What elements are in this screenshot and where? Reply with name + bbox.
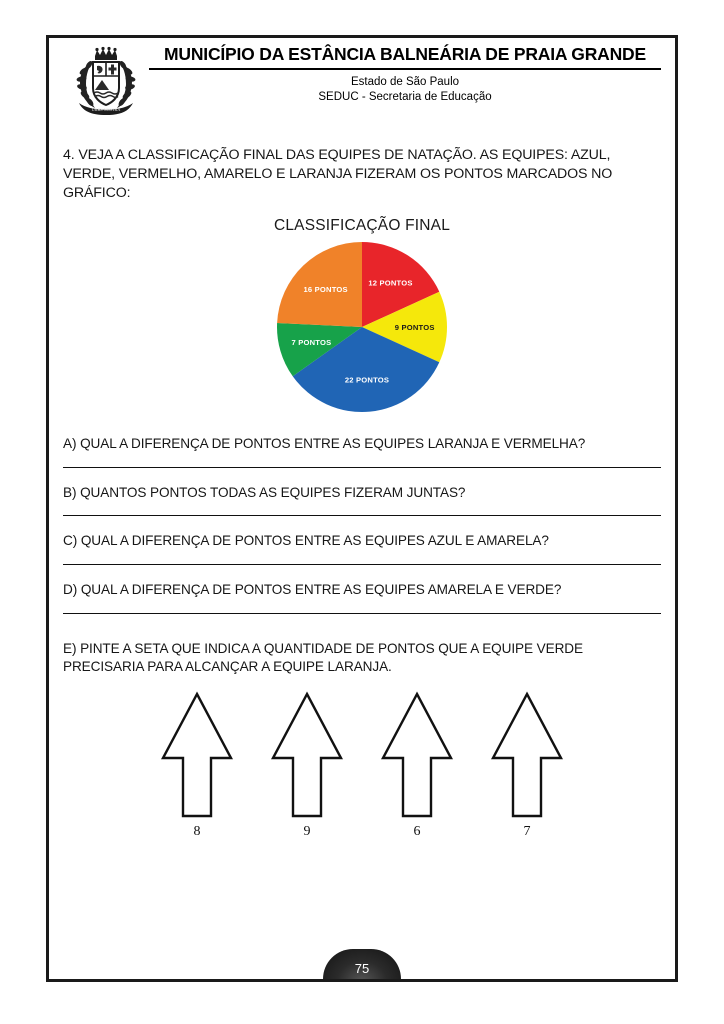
arrow-up-icon[interactable]	[489, 690, 565, 822]
sub-question-c-text: C) QUAL A DIFERENÇA DE PONTOS ENTRE AS EQUIPES AZUL E AMARELA?	[63, 533, 549, 549]
pie-slice-label-laranja: 16 PONTOS	[303, 284, 348, 294]
arrow-value-4: 7	[523, 823, 531, 839]
worksheet-page	[46, 35, 678, 982]
pie-chart-block	[63, 217, 661, 417]
pie-chart	[276, 241, 448, 413]
sub-question-e-text: E) PINTE A SETA QUE INDICA A QUANTIDADE DE PONTOS QUE A EQUIPE VERDE PRECISARIA PARA ALCANÇAR A EQUIPE LARANJA.	[63, 640, 583, 674]
sub-question-c	[63, 532, 661, 565]
answer-line-c[interactable]	[63, 564, 661, 565]
pie-slice-label-vermelho: 12 PONTOS	[368, 278, 413, 288]
arrow-options-row	[63, 690, 661, 840]
arrow-up-icon[interactable]	[269, 690, 345, 822]
sub-question-b-text: B) QUANTOS PONTOS TODAS AS EQUIPES FIZERAM JUNTAS?	[63, 484, 466, 500]
state-name: Estado de São Paulo	[350, 76, 460, 88]
arrow-option-3[interactable]	[376, 690, 458, 840]
arrow-option-2[interactable]	[266, 690, 348, 840]
arrow-option-1[interactable]	[156, 690, 238, 840]
sub-questions-list	[63, 435, 661, 614]
header-text-block	[149, 44, 661, 103]
answer-line-a[interactable]	[63, 467, 661, 468]
sub-question-e	[63, 640, 661, 840]
praia-grande-coat-of-arms-icon	[73, 46, 139, 116]
worksheet-content	[49, 124, 675, 840]
chart-title: CLASSIFICAÇÃO FINAL	[273, 217, 451, 234]
arrow-up-icon[interactable]	[159, 690, 235, 822]
arrow-value-1: 8	[193, 823, 201, 839]
sub-question-b	[63, 484, 661, 517]
sub-question-a-text: A) QUAL A DIFERENÇA DE PONTOS ENTRE AS EQUIPES LARANJA E VERMELHA?	[63, 436, 586, 451]
sub-question-d	[63, 581, 661, 614]
document-header	[49, 38, 675, 124]
question-statement: 4. VEJA A CLASSIFICAÇÃO FINAL DAS EQUIPES DE NATAÇÃO. AS EQUIPES: AZUL, VERDE, VERMELHO, AMARELO E LARANJA FIZERAM OS PONTOS MARCADOS NO GRÁFICO:	[63, 147, 613, 201]
pie-slice-label-azul: 22 PONTOS	[344, 375, 390, 385]
department-name: SEDUC - Secretaria de Educação	[318, 91, 492, 103]
sub-question-d-text: D) QUAL A DIFERENÇA DE PONTOS ENTRE AS EQUIPES AMARELA E VERDE?	[63, 582, 562, 598]
answer-line-b[interactable]	[63, 515, 661, 516]
arrow-option-4[interactable]	[486, 690, 568, 840]
sub-question-a	[63, 435, 661, 468]
arrow-up-icon[interactable]	[379, 690, 455, 822]
pie-slice-label-verde: 7 PONTOS	[291, 337, 332, 347]
page-number-badge: 75	[323, 949, 401, 979]
arrow-value-2: 9	[303, 823, 311, 839]
svg-text:URBS NOSTRA: URBS NOSTRA	[91, 107, 121, 113]
arrow-value-3: 6	[413, 823, 421, 839]
pie-slice-label-amarelo: 9 PONTOS	[394, 323, 435, 332]
municipality-title: MUNICÍPIO DA ESTÂNCIA BALNEÁRIA DE PRAIA GRANDE	[149, 44, 661, 70]
answer-line-d[interactable]	[63, 613, 661, 614]
